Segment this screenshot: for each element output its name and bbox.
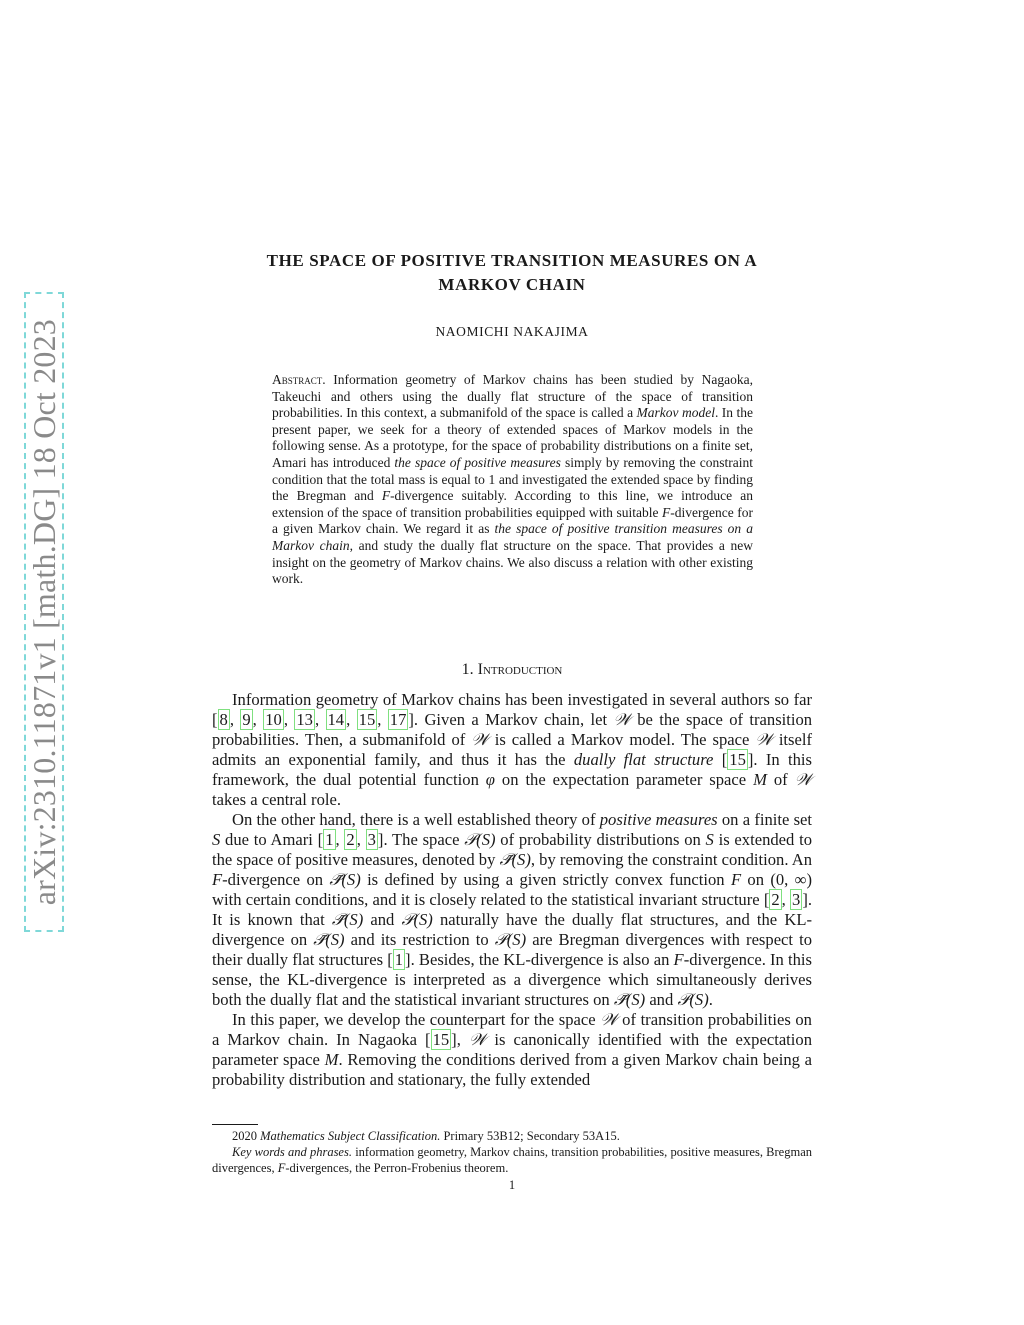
section-number: 1. <box>461 661 474 678</box>
text: -divergence on <box>222 870 330 889</box>
title-line-2: MARKOV CHAIN <box>438 275 586 294</box>
author-name: NAOMICHI NAKAJIMA <box>435 324 589 339</box>
text: , by removing the constraint condition. An <box>530 850 813 869</box>
text: -divergence. In this sense, the KL-divergence is interpreted as a divergence which simultaneously derives both the dually flat and the statistical invariant structures on <box>212 950 812 1009</box>
text: is canonically identified with the expectation parameter space <box>212 1030 812 1069</box>
text: is called a Markov model. The space <box>488 730 756 749</box>
citation-link[interactable]: 3 <box>792 890 801 909</box>
text: be the space of transition probabilities. Then, a submanifold of <box>212 710 813 749</box>
math-symbol: φ <box>485 770 495 789</box>
text: on the expectation parameter space <box>494 770 754 789</box>
text: information geometry, Markov chains, transition probabilities, positive measures, Bregman divergences, <box>212 1145 812 1175</box>
math-symbol: 𝒲 <box>755 730 773 749</box>
text: on <box>741 870 771 889</box>
text: takes a central role. <box>212 790 341 809</box>
abstract-emphasis: the space of positive measures <box>394 454 561 470</box>
math-symbol: 𝒲 <box>613 710 631 729</box>
text: , <box>456 1030 469 1049</box>
paper-title <box>200 249 824 297</box>
abstract <box>272 372 753 588</box>
math-symbol: 𝒲 <box>794 770 812 789</box>
math-symbol: F <box>381 488 391 504</box>
text: and <box>645 990 678 1009</box>
text: . The space <box>383 830 465 849</box>
text: . Besides, the KL-divergence is also an <box>410 950 674 969</box>
text: and its restriction to <box>344 930 495 949</box>
math-symbol: 𝒫̄(S) <box>613 990 646 1009</box>
citation-link[interactable]: 9 <box>242 710 251 729</box>
abstract-text: , and study the dually flat structure on the space. That provides a new insight on the geometry of Markov chains. We also discuss a relation with other existing work. <box>272 537 753 587</box>
citation-link[interactable]: 13 <box>296 710 313 729</box>
math-interval: (0, ∞) <box>770 870 812 889</box>
math-symbol: 𝒫̄(S) <box>329 870 361 889</box>
citation-link[interactable]: 1 <box>325 830 334 849</box>
math-symbol: F <box>212 870 223 889</box>
footnotes <box>212 1128 812 1176</box>
title-line-1: THE SPACE OF POSITIVE TRANSITION MEASURES ON A <box>266 251 758 270</box>
citation-link[interactable]: 3 <box>367 830 376 849</box>
paragraph: In this paper, we develop the counterpart for the space 𝒲 of transition probabilities on a Markov chain. In Nagaoka [ 15 ], 𝒲 is canonically identified with the expectation parameter space M. Removing the conditions derived from a given Markov chain being a probability distribution and stationary, the fully extended <box>212 1010 812 1089</box>
math-symbol: S <box>705 830 714 849</box>
text: . <box>708 990 713 1009</box>
math-symbol: 𝒫(S) <box>677 990 709 1009</box>
abstract-emphasis: Markov model <box>636 405 715 421</box>
abstract-emphasis: the space of positive transition measures on a Markov chain <box>272 521 753 553</box>
citation-link[interactable]: 17 <box>389 710 407 729</box>
text: is defined by using a given strictly convex function <box>360 870 731 889</box>
math-symbol: F <box>277 1161 286 1175</box>
math-symbol: 𝒫̄(S) <box>499 850 531 869</box>
abstract-text: -divergence for a given Markov chain. We regard it as <box>272 504 753 537</box>
text: 2020 <box>232 1129 261 1143</box>
citation-link[interactable]: 1 <box>394 950 404 969</box>
text: Information geometry of Markov chains has been investigated in several authors so far <box>232 690 812 709</box>
text: of probability distributions on <box>495 830 706 849</box>
citation-link[interactable]: 15 <box>729 750 746 769</box>
text: with certain conditions, and it is closely related to the statistical invariant structure <box>212 890 764 909</box>
citation-link[interactable]: 15 <box>358 710 376 729</box>
body-text <box>212 690 812 1090</box>
abstract-heading: Abstract. <box>272 372 326 387</box>
text: . In this framework, the dual potential function <box>212 750 812 789</box>
citation-link[interactable]: 2 <box>771 890 780 909</box>
paragraph: Information geometry of Markov chains has been investigated in several authors so far [ 8 , 9 , 10 , 13 , 14 , 15 , 17 ]. Given a Markov chain, let 𝒲 be the space of transition probabilities. Then, a submanifold of 𝒲 is called a Markov model. The space 𝒲 itself admits an exponential family, and thus it has the dually flat structure [ 15 ]. In this framework, the dual potential function φ on the expectation parameter space M of 𝒲 takes a central role. <box>212 690 813 809</box>
text: On the other hand, there is a well established theory of <box>232 810 600 829</box>
footnote-label: Mathematics Subject Classification. <box>260 1129 441 1143</box>
abstract-text: Information geometry of Markov chains has been studied by Nagaoka, Takeuchi and others using the dually flat structure of the space of transition probabilities. In this context, a submanifold of the space is called a <box>272 372 753 421</box>
math-symbol: 𝒲 <box>471 730 489 749</box>
math-symbol: F <box>673 950 684 969</box>
section-title: Introduction <box>477 661 563 678</box>
text: Primary 53B12; Secondary 53A15. <box>440 1129 620 1143</box>
footnote-msc <box>212 1128 812 1144</box>
text: -divergences, the Perron-Frobenius theorem. <box>285 1161 509 1175</box>
math-symbol: 𝒲 <box>468 1030 487 1049</box>
text: and <box>363 910 402 929</box>
emphasis: positive measures <box>599 810 718 829</box>
arxiv-id-text: arXiv:2310.11871v1 [math.DG] 18 Oct 2023 <box>25 318 62 906</box>
math-symbol: 𝒫(S) <box>401 910 433 929</box>
math-symbol: 𝒫(S) <box>464 830 496 849</box>
math-symbol: 𝒫(S) <box>494 930 527 949</box>
math-symbol: S <box>212 830 221 849</box>
text: itself admits an exponential family, and thus it has the <box>212 730 812 769</box>
footnote-label: Key words and phrases. <box>232 1145 352 1159</box>
text: of transition probabilities on a Markov chain. In Nagaoka <box>212 1010 812 1049</box>
text: due to Amari <box>220 830 318 849</box>
abstract-text: . In the present paper, we seek for a theory of extended spaces of Markov models in the following sense. As a prototype, for the space of probability distributions on a finite set, Amari has introduced <box>272 405 753 470</box>
citation-link[interactable]: 8 <box>219 710 228 729</box>
paragraph: On the other hand, there is a well established theory of positive measures on a finite set S due to Amari [ 1 , 2 , 3 ]. The space 𝒫(S) of probability distributions on S is extended to the space of positive measures, denoted by 𝒫̄(S), by removing the constraint condition. An F-divergence on 𝒫̄(S) is defined by using a given strictly convex function F on (0, ∞) with certain conditions, and it is closely related to the statistical invariant structure [ 2 , 3 ]. It is known that 𝒫̄(S) and 𝒫(S) naturally have the dually flat structures, and the KL-divergence on 𝒫̄(S) and its restriction to 𝒫(S) are Bregman divergences with respect to their dually flat structures [ 1 ]. Besides, the KL-divergence is also an F-divergence. In this sense, the KL-divergence is interpreted as a divergence which simultaneously derives both the dually flat and the statistical invariant structures on 𝒫̄(S) and 𝒫(S). <box>212 810 813 1009</box>
abstract-text: simply by removing the constraint condition that the total mass is equal to 1 and investigated the extended space by finding the Bregman and <box>272 454 753 504</box>
text: . It is known that <box>212 890 812 929</box>
text: . Removing the conditions derived from a given Markov chain being a probability distribution and stationary, the fully extended <box>212 1050 812 1089</box>
footnote-rule <box>212 1124 258 1125</box>
math-symbol: M <box>753 770 767 789</box>
math-symbol: F <box>662 504 671 520</box>
emphasis: dually flat structure <box>573 750 714 769</box>
text: of <box>766 770 795 789</box>
text: naturally have the dually flat structures, and the KL-divergence on <box>212 910 812 949</box>
text: are Bregman divergences with respect to their dually flat structures <box>212 930 813 969</box>
text: on a finite set <box>717 810 813 829</box>
citation-link[interactable]: 14 <box>327 710 345 729</box>
citation-link[interactable]: 10 <box>265 710 282 729</box>
text: is extended to the space of positive measures, denoted by <box>212 830 812 869</box>
math-symbol: 𝒫̄(S) <box>313 930 345 949</box>
citation-link[interactable]: 2 <box>346 830 355 849</box>
section-heading <box>212 661 812 679</box>
arxiv-sidebar-stamp[interactable] <box>24 292 64 932</box>
text: In this paper, we develop the counterpart for the space <box>232 1010 601 1029</box>
footnote-keywords <box>212 1144 812 1176</box>
math-symbol: 𝒲 <box>600 1010 618 1029</box>
math-symbol: 𝒫̄(S) <box>331 910 364 929</box>
page-number: 1 <box>508 1178 516 1192</box>
text: . Given a Markov chain, let <box>413 710 614 729</box>
math-symbol: M <box>324 1050 339 1069</box>
abstract-text: -divergence suitably. According to this line, we introduce an extension of the space of transition probabilities equipped with suitable <box>272 488 753 520</box>
math-symbol: F <box>730 870 742 889</box>
citation-link[interactable]: 15 <box>432 1030 450 1049</box>
